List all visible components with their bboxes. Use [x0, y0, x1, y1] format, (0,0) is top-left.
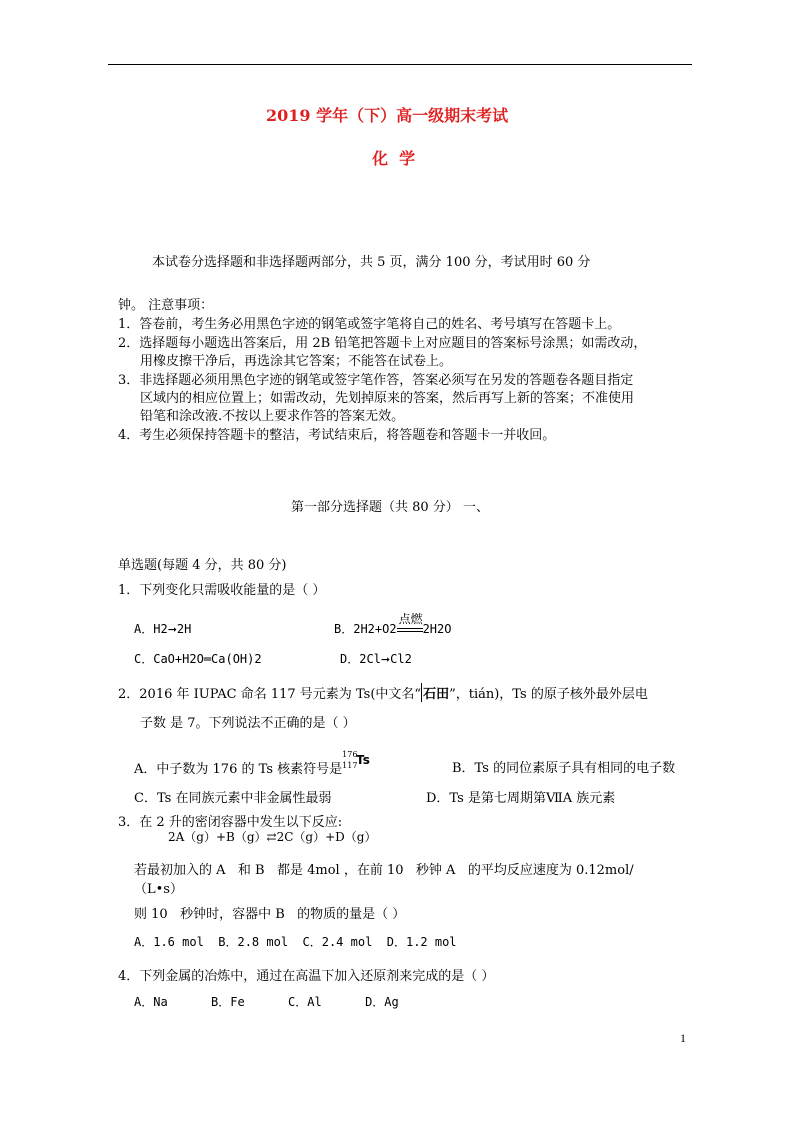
question-3-reaction: 2A（g）+B（g）⇄2C（g）+D（g） — [168, 830, 377, 844]
arrow-icon: ➞ — [167, 623, 177, 636]
question-1-option-d: D．2Cl➞Cl2 — [340, 652, 412, 666]
subject-title: 化 学 — [372, 149, 416, 168]
question-1-stem: 1．下列变化只需吸收能量的是（ ） — [118, 583, 326, 598]
reaction-condition: 点燃 — [397, 622, 423, 636]
header-rule — [108, 64, 692, 65]
note-2: 2．选择题每小题选出答案后，用 2B 铅笔把答题卡上对应题目的答案标号涂黑；如需改动， — [118, 336, 647, 351]
question-2-option-a: A．中子数为 176 的 Ts 核素符号是 176 117 Ts — [134, 757, 376, 777]
note-3-cont-2: 铅笔和涂改液.不按以上要求作答的答案无效。 — [140, 409, 405, 424]
question-2-stem-cont: 子数 是 7。下列说法不正确的是（ ） — [140, 716, 356, 731]
question-2-option-c: C．Ts 在同族元素中非金属性最弱 — [134, 791, 332, 806]
question-1-option-b: B．2H2+O2 点燃 2H2O — [334, 612, 452, 636]
question-3-line-5: 则 10 秒钟时，容器中 B 的物质的量是（ ） — [134, 907, 406, 922]
note-1: 1．答卷前，考生务必用黑色字迹的钢笔或签字笔将自己的姓名、考号填写在答题卡上。 — [118, 317, 621, 332]
question-3-line-3: 若最初加入的 A 和 B 都是 4mol ，在前 10 秒钟 A 的平均反应速度为 0.12mol/ — [134, 863, 634, 878]
question-2-stem: 2．2016 年 IUPAC 命名 117 号元素为 Ts(中文名“ 石田”，tián)，Ts 的原子核外最外层电 — [118, 683, 648, 702]
section-subheading: 单选题(每题 4 分，共 80 分) — [118, 558, 287, 573]
nuclide-symbol: 176 117 Ts — [342, 750, 370, 770]
intro-line-2: 钟。 注意事项： — [118, 298, 214, 313]
question-1-option-c: C．CaO+H2O═Ca(OH)2 — [134, 652, 262, 666]
note-4: 4．考生必须保持答题卡的整洁，考试结束后，将答题卷和答题卡一并收回。 — [118, 428, 556, 443]
question-1-option-a: A．H2➞2H — [134, 622, 192, 636]
tian-character-icon: 石田 — [421, 683, 449, 702]
question-2-option-b: B．Ts 的同位素原子具有相同的电子数 — [452, 761, 676, 776]
equals-bar-icon — [397, 628, 423, 632]
note-3-cont: 区域内的相应位置上；如需改动，先划掉原来的答案，然后再写上新的答案；不准使用 — [140, 391, 635, 406]
intro-line-1: 本试卷分选择题和非选择题两部分，共 5 页，满分 100 分，考试用时 60 分 — [152, 255, 591, 270]
question-4-options: A．Na B．Fe C．Al D．Ag — [134, 995, 399, 1009]
part-heading: 第一部分选择题（共 80 分） 一、 — [291, 500, 489, 515]
arrow-icon: ➞ — [380, 653, 391, 666]
question-3-options: A．1.6 mol B．2.8 mol C．2.4 mol D．1.2 mol — [134, 935, 457, 949]
note-3: 3．非选择题必须用黑色字迹的钢笔或签字笔作答，答案必须写在另发的答题卷各题目指定 — [118, 373, 634, 388]
question-3-stem: 3．在 2 升的密闭容器中发生以下反应: — [118, 815, 343, 830]
page-number: 1 — [680, 1031, 686, 1045]
note-2-cont: 用橡皮擦干净后，再选涂其它答案；不能答在试卷上。 — [140, 354, 453, 369]
exam-title: 2019 学年（下）高一级期末考试 — [266, 106, 509, 125]
question-4-stem: 4．下列金属的冶炼中，通过在高温下加入还原剂来完成的是（ ） — [118, 969, 495, 984]
question-2-option-d: D．Ts 是第七周期第ⅦA 族元素 — [426, 791, 616, 806]
question-3-line-4: （L•s） — [134, 882, 183, 897]
